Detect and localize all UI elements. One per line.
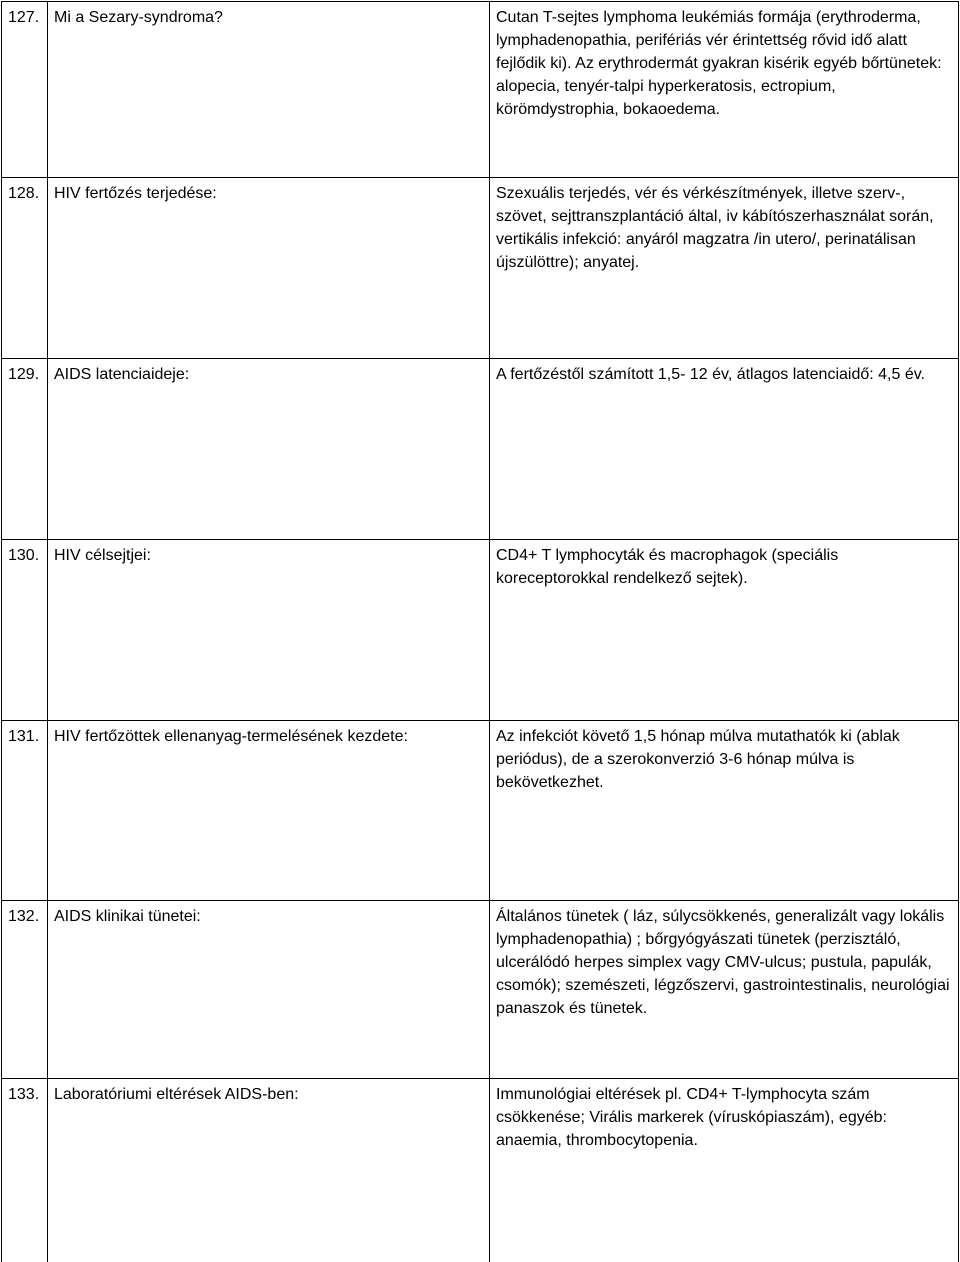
question-cell [48,721,490,901]
answer-cell [490,178,959,359]
row-number-cell [2,901,48,1079]
row-number: 130. [8,547,40,564]
question-text: Mi a Sezary-syndroma? [54,9,223,26]
question-text: HIV fertőzés terjedése: [54,185,217,202]
row-number-cell [2,721,48,901]
row-number: 131. [8,728,40,745]
row-number-cell [2,1079,48,1262]
answer-cell [490,1079,959,1262]
row-number: 133. [8,1086,40,1103]
row-number-cell [2,2,48,178]
question-text: HIV célsejtjei: [54,547,151,564]
table-row [2,721,959,901]
answer-text: CD4+ T lymphocyták és macrophagok (speciális koreceptorokkal rendelkező sejtek). [496,547,839,587]
question-text: AIDS klinikai tünetei: [54,908,201,925]
question-cell [48,901,490,1079]
row-number-cell [2,359,48,540]
qa-table [1,1,959,1262]
question-text: Laboratóriumi eltérések AIDS-ben: [54,1086,299,1103]
answer-text: Szexuális terjedés, vér és vérkészítmények, illetve szerv-, szövet, sejttranszplantáció által, iv kábítószerhasználat során, vertikális infekció: anyáról magzatra /in utero/, perinatálisan újszülöttre); anyatej. [496,185,934,271]
question-cell [48,1079,490,1262]
answer-text: Cutan T-sejtes lymphoma leukémiás formája (erythroderma, lymphadenopathia, perifériás vér érintettség rővid idő alatt fejlődik ki). Az erythrodermát gyakran kisérik egyéb bőrtünetek: alopecia, tenyér-talpi hyperkeratosis, ectropium, körömdystrophia, bokaoedema. [496,9,942,118]
table-row [2,2,959,178]
row-number-cell [2,178,48,359]
table-row [2,178,959,359]
answer-cell [490,721,959,901]
answer-cell [490,359,959,540]
answer-text: A fertőzéstől számított 1,5- 12 év, átlagos latenciaidő: 4,5 év. [496,366,925,383]
row-number: 129. [8,366,40,383]
table-row [2,359,959,540]
question-cell [48,178,490,359]
row-number: 127. [8,9,40,26]
row-number: 132. [8,908,40,925]
question-cell [48,2,490,178]
table-row [2,901,959,1079]
answer-text: Általános tünetek ( láz, súlycsökkenés, generalizált vagy lokális lymphadenopathia) ; bőrgyógyászati tünetek (perzisztáló, ulcerálódó herpes simplex vagy CMV-ulcus; pustula, papulák, csomók); szemészeti, légzőszervi, gastrointestinalis, neurológiai panaszok és tünetek. [496,908,950,1017]
answer-cell [490,540,959,721]
row-number: 128. [8,185,40,202]
question-text: HIV fertőzöttek ellenanyag-termelésének kezdete: [54,728,408,745]
answer-text: Az infekciót követő 1,5 hónap múlva mutathatók ki (ablak periódus), de a szerokonverzió 3-6 hónap múlva is bekövetkezhet. [496,728,900,791]
table-row [2,540,959,721]
question-cell [48,359,490,540]
question-text: AIDS latenciaideje: [54,366,190,383]
table-row [2,1079,959,1262]
row-number-cell [2,540,48,721]
answer-cell [490,901,959,1079]
answer-text: Immunológiai eltérések pl. CD4+ T-lymphocyta szám csökkenése; Virális markerek (víruskópiaszám), egyéb: anaemia, thrombocytopenia. [496,1086,887,1149]
question-cell [48,540,490,721]
answer-cell [490,2,959,178]
